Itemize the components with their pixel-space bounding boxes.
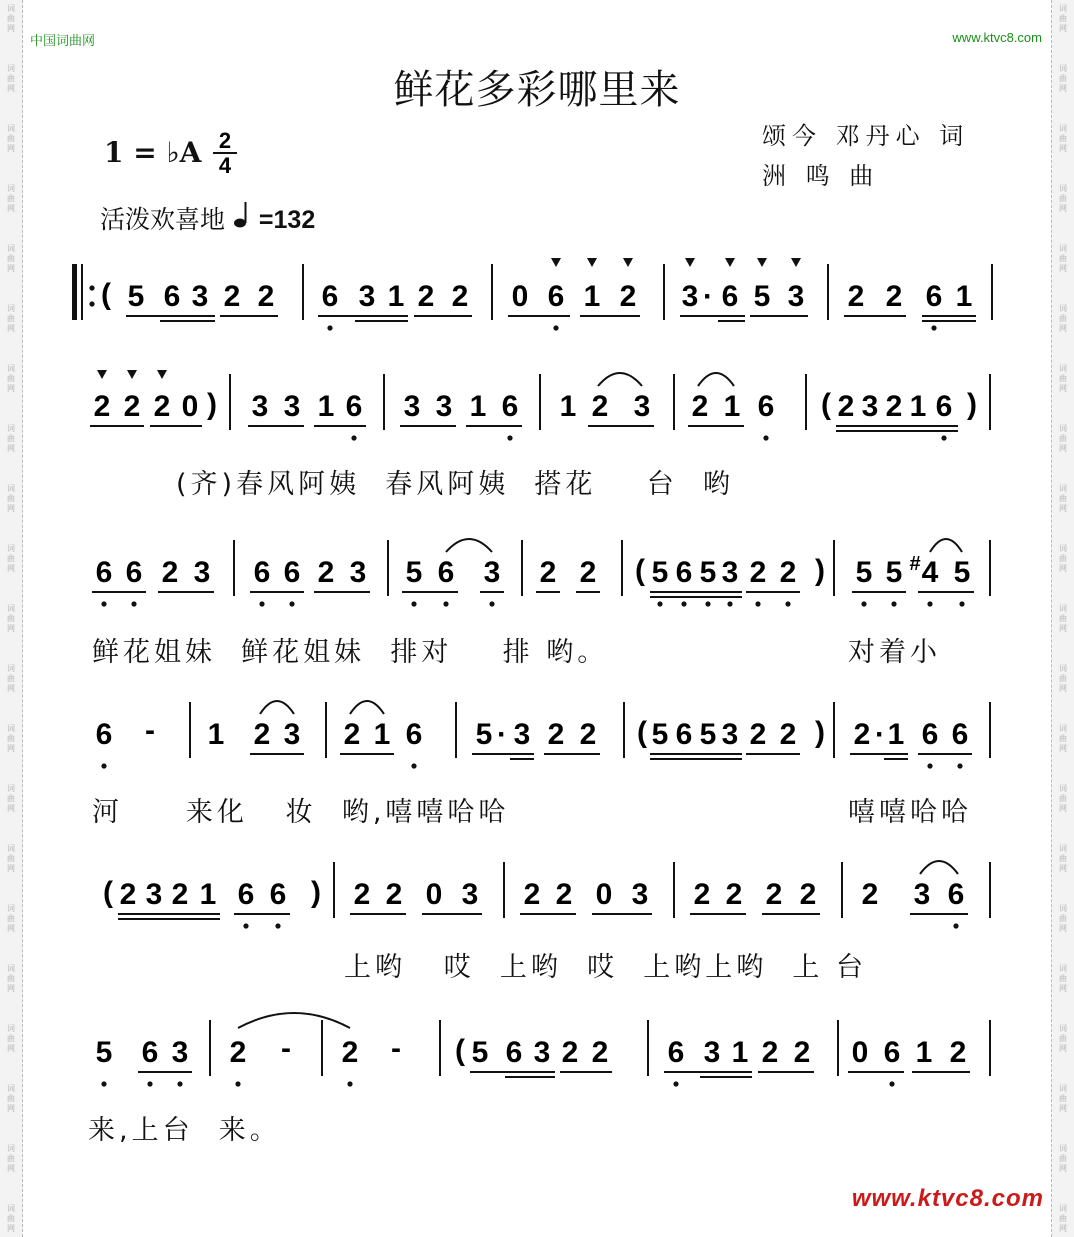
note: 3: [787, 280, 805, 313]
watermark-text: 词 曲 网: [1059, 844, 1067, 873]
watermark-text: 词 曲 网: [1059, 604, 1067, 633]
note: 1: [731, 1036, 749, 1069]
paren: (: [637, 716, 647, 749]
note: 2: [119, 878, 137, 911]
note: ·: [497, 718, 507, 751]
note: 5: [127, 280, 145, 313]
tie-arc: [260, 701, 294, 714]
watermark-text: 词 曲 网: [1059, 964, 1067, 993]
note: 2: [161, 556, 179, 589]
tie-arc: [930, 539, 962, 552]
note: 6: [925, 280, 943, 313]
watermark-text: 词 曲 网: [1059, 304, 1067, 333]
note: 2: [691, 390, 709, 423]
note: 3: [145, 878, 163, 911]
note: 2: [257, 280, 275, 313]
note: 1: [199, 878, 217, 911]
note: 2: [353, 878, 371, 911]
note: 6: [269, 878, 287, 911]
note: 2: [885, 390, 903, 423]
note: 1: [723, 390, 741, 423]
note: 3: [403, 390, 421, 423]
paren: (: [103, 876, 113, 909]
note: 2: [561, 1036, 579, 1069]
octave-dot: [147, 1081, 152, 1086]
note: 6: [95, 556, 113, 589]
note: 2: [223, 280, 241, 313]
tie-arc: [698, 373, 734, 386]
note: 3: [193, 556, 211, 589]
note: 2: [725, 878, 743, 911]
note: 5: [651, 556, 669, 589]
accent-mark: [127, 370, 137, 379]
octave-dot: [957, 763, 962, 768]
note: 2: [591, 1036, 609, 1069]
lyric-line-3b: 嘻嘻哈哈: [848, 797, 972, 828]
note: 1: [373, 718, 391, 751]
note: 3: [633, 390, 651, 423]
note: 3: [533, 1036, 551, 1069]
note: 3: [721, 556, 739, 589]
key-label: 1 = ♭A: [104, 136, 202, 169]
note: 0: [425, 878, 443, 911]
note: 1: [955, 280, 973, 313]
tie-arc: [350, 701, 384, 714]
note: 3: [251, 390, 269, 423]
note: 0: [181, 390, 199, 423]
octave-dot: [259, 601, 264, 606]
note: 2: [417, 280, 435, 313]
octave-dot: [89, 285, 94, 290]
note: 2: [779, 556, 797, 589]
note: 5: [95, 1036, 113, 1069]
octave-dot: [327, 325, 332, 330]
note: 2: [885, 280, 903, 313]
watermark-text: 词 曲 网: [7, 544, 15, 573]
watermark-text: 词 曲 网: [7, 784, 15, 813]
octave-dot: [861, 601, 866, 606]
accent-mark: [551, 258, 561, 267]
watermark-text: 词 曲 网: [1059, 184, 1067, 213]
paren: (: [455, 1034, 465, 1067]
lyric-line-1: (齐)春风阿姨 春风阿姨 搭花 台 哟: [176, 469, 734, 500]
note: 6: [253, 556, 271, 589]
paren: ): [207, 388, 217, 421]
watermark-text: 词 曲 网: [7, 4, 15, 33]
paren: ): [967, 388, 977, 421]
note: 3: [191, 280, 209, 313]
note: 0: [511, 280, 529, 313]
octave-dot: [275, 923, 280, 928]
watermark-text: 词 曲 网: [1059, 124, 1067, 153]
note: 5: [953, 556, 971, 589]
note: 6: [437, 556, 455, 589]
note: 6: [547, 280, 565, 313]
octave-dot: [959, 601, 964, 606]
octave-dot: [927, 601, 932, 606]
paren: ): [311, 876, 321, 909]
note: 2: [555, 878, 573, 911]
watermark-text: 词 曲 网: [7, 244, 15, 273]
tie-arc: [238, 1013, 350, 1028]
note: 3: [461, 878, 479, 911]
note: 3: [358, 280, 376, 313]
octave-dot: [889, 1081, 894, 1086]
note: 2: [847, 280, 865, 313]
note: 2: [619, 280, 637, 313]
lyric-line-2b: 对着小: [848, 637, 941, 668]
repeat-bar: [72, 264, 77, 320]
note: 0: [851, 1036, 869, 1069]
lyric-line-5: 来,上台 来。: [88, 1115, 281, 1146]
note: ·: [875, 718, 885, 751]
note: 6: [163, 280, 181, 313]
watermark-text: 词 曲 网: [7, 64, 15, 93]
site-url[interactable]: www.ktvc8.com: [952, 30, 1042, 45]
note: 5: [885, 556, 903, 589]
note: 6: [405, 718, 423, 751]
octave-dot: [411, 763, 416, 768]
watermark-text: 词 曲 网: [7, 304, 15, 333]
note: 3: [349, 556, 367, 589]
dash: -: [281, 1032, 291, 1065]
note: 3: [513, 718, 531, 751]
watermark-text: 词 曲 网: [7, 484, 15, 513]
note: 2: [861, 878, 879, 911]
note: 2: [853, 718, 871, 751]
watermark-text: 词 曲 网: [7, 964, 15, 993]
watermark-text: 词 曲 网: [7, 1204, 15, 1233]
octave-dot: [347, 1081, 352, 1086]
tempo-value: =132: [258, 206, 316, 234]
note: 2: [693, 878, 711, 911]
note: 1: [887, 718, 905, 751]
note: 1: [909, 390, 927, 423]
watermark-text: 词 曲 网: [7, 184, 15, 213]
note: 5: [753, 280, 771, 313]
octave-dot: [243, 923, 248, 928]
accent-mark: [157, 370, 167, 379]
watermark-text: 词 曲 网: [1059, 4, 1067, 33]
lyric-line-4: 上哟 哎 上哟 哎 上哟上哟 上 台: [344, 952, 867, 983]
watermark-text: 词 曲 网: [1059, 1204, 1067, 1233]
octave-dot: [177, 1081, 182, 1086]
note: 2: [579, 556, 597, 589]
watermark-text: 词 曲 网: [7, 604, 15, 633]
note: 2: [451, 280, 469, 313]
note: 6: [757, 390, 775, 423]
watermark-text: 词 曲 网: [7, 1084, 15, 1113]
note: 2: [123, 390, 141, 423]
watermark-text: 词 曲 网: [1059, 64, 1067, 93]
note: 5: [855, 556, 873, 589]
note: 2: [171, 878, 189, 911]
octave-dot: [673, 1081, 678, 1086]
octave-dot: [941, 435, 946, 440]
paren: ): [815, 716, 825, 749]
note: 6: [141, 1036, 159, 1069]
octave-dot: [101, 601, 106, 606]
note: 6: [345, 390, 363, 423]
note: 2: [749, 556, 767, 589]
octave-dot: [411, 601, 416, 606]
note: 6: [321, 280, 339, 313]
dash: -: [145, 714, 155, 747]
song-title: 鲜花多彩哪里来: [393, 67, 681, 113]
octave-dot: [101, 1081, 106, 1086]
watermark-text: 词 曲 网: [1059, 364, 1067, 393]
watermark-text: 词 曲 网: [1059, 544, 1067, 573]
octave-dot: [351, 435, 356, 440]
watermark-text: 词 曲 网: [7, 1144, 15, 1173]
note: 6: [667, 1036, 685, 1069]
note: 1: [915, 1036, 933, 1069]
note: 5: [699, 718, 717, 751]
note: 3: [631, 878, 649, 911]
accent-mark: [685, 258, 695, 267]
note: 0: [595, 878, 613, 911]
watermark-text: 词 曲 网: [1059, 1084, 1067, 1113]
octave-dot: [507, 435, 512, 440]
watermark-text: 词 曲 网: [7, 1024, 15, 1053]
watermark-text: 词 曲 网: [7, 424, 15, 453]
octave-dot: [891, 601, 896, 606]
octave-dot: [763, 435, 768, 440]
note: 2: [539, 556, 557, 589]
note: 1: [207, 718, 225, 751]
octave-dot: [727, 601, 732, 606]
note: 3: [721, 718, 739, 751]
note: 2: [93, 390, 111, 423]
note: 2: [341, 1036, 359, 1069]
tempo-text: 活泼欢喜地: [100, 205, 226, 234]
watermark-text: 词 曲 网: [7, 364, 15, 393]
meter-top: 2: [218, 128, 232, 153]
octave-dot: [89, 301, 94, 306]
note: 6: [883, 1036, 901, 1069]
octave-dot: [131, 601, 136, 606]
note: 2: [153, 390, 171, 423]
octave-dot: [755, 601, 760, 606]
sharp-sign: #: [909, 553, 921, 575]
paren: (: [635, 554, 645, 587]
note: 2: [779, 718, 797, 751]
note: 2: [343, 718, 361, 751]
watermark-text: 词 曲 网: [7, 904, 15, 933]
accent-mark: [757, 258, 767, 267]
accent-mark: [587, 258, 597, 267]
note: 3: [435, 390, 453, 423]
watermark-text: 词 曲 网: [7, 724, 15, 753]
octave-dot: [927, 763, 932, 768]
note: 6: [283, 556, 301, 589]
watermark-text: 词 曲 网: [1059, 244, 1067, 273]
watermark-text: 词 曲 网: [1059, 424, 1067, 453]
note: 2: [761, 1036, 779, 1069]
lyric-line-2: 鲜花姐妹 鲜花姐妹 排对 排 哟。: [92, 637, 609, 668]
note: 3: [171, 1036, 189, 1069]
note: 2: [949, 1036, 967, 1069]
note: 5: [471, 1036, 489, 1069]
lyricist-credit: 颂今 邓丹心 词: [762, 122, 970, 150]
octave-dot: [235, 1081, 240, 1086]
note: 6: [237, 878, 255, 911]
watermark-text: 词 曲 网: [7, 844, 15, 873]
octave-dot: [681, 601, 686, 606]
note: 2: [837, 390, 855, 423]
note: 2: [579, 718, 597, 751]
note: 2: [793, 1036, 811, 1069]
note: 6: [921, 718, 939, 751]
note: 1: [387, 280, 405, 313]
paren: (: [101, 278, 111, 311]
dash: -: [391, 1032, 401, 1065]
note: 6: [501, 390, 519, 423]
watermark-text: 词 曲 网: [1059, 784, 1067, 813]
octave-dot: [705, 601, 710, 606]
note: 2: [765, 878, 783, 911]
note: 2: [253, 718, 271, 751]
note: 3: [681, 280, 699, 313]
note: ·: [703, 280, 713, 313]
note: 2: [799, 878, 817, 911]
note: 2: [591, 390, 609, 423]
note: 6: [721, 280, 739, 313]
note: 6: [951, 718, 969, 751]
note: 3: [283, 390, 301, 423]
watermark-text: 词 曲 网: [1059, 1144, 1067, 1173]
tie-arc: [446, 539, 492, 552]
note: 5: [699, 556, 717, 589]
note: 2: [523, 878, 541, 911]
octave-dot: [953, 923, 958, 928]
note: 2: [229, 1036, 247, 1069]
octave-dot: [553, 325, 558, 330]
site-name-cn[interactable]: 中国词曲网: [30, 34, 96, 49]
note: 6: [935, 390, 953, 423]
note: 3: [861, 390, 879, 423]
octave-dot: [785, 601, 790, 606]
accent-mark: [97, 370, 107, 379]
note: 3: [703, 1036, 721, 1069]
note: 3: [283, 718, 301, 751]
note: 3: [913, 878, 931, 911]
watermark-text: 词 曲 网: [1059, 724, 1067, 753]
octave-dot: [289, 601, 294, 606]
lyric-line-3a: 河 来化 妆 哟,嘻嘻哈哈: [92, 797, 510, 828]
note: 1: [317, 390, 335, 423]
watermark-text: 词 曲 网: [7, 124, 15, 153]
note: 6: [947, 878, 965, 911]
note: 5: [405, 556, 423, 589]
meter-bottom: 4: [218, 153, 232, 176]
watermark-text: 词 曲 网: [1059, 1024, 1067, 1053]
octave-dot: [443, 601, 448, 606]
note: 6: [675, 718, 693, 751]
note: 6: [95, 718, 113, 751]
accent-mark: [791, 258, 801, 267]
note: 1: [469, 390, 487, 423]
note: 1: [583, 280, 601, 313]
note: 3: [483, 556, 501, 589]
footer-logo[interactable]: www.ktvc8.com: [851, 1185, 1044, 1212]
watermark-text: 词 曲 网: [1059, 484, 1067, 513]
tie-arc: [598, 373, 642, 386]
note: 5: [651, 718, 669, 751]
paren: (: [821, 388, 831, 421]
note: 6: [125, 556, 143, 589]
watermark-text: 词 曲 网: [1059, 904, 1067, 933]
octave-dot: [489, 601, 494, 606]
composer-credit: 洲 鸣 曲: [762, 162, 880, 190]
watermark-text: 词 曲 网: [7, 664, 15, 693]
accent-mark: [725, 258, 735, 267]
note: 2: [317, 556, 335, 589]
note: 5: [475, 718, 493, 751]
note: 2: [749, 718, 767, 751]
note: 6: [505, 1036, 523, 1069]
note: 2: [547, 718, 565, 751]
accent-mark: [623, 258, 633, 267]
octave-dot: [657, 601, 662, 606]
paren: ): [815, 554, 825, 587]
note: 2: [385, 878, 403, 911]
watermark-text: 词 曲 网: [1059, 664, 1067, 693]
note: 4: [921, 556, 939, 589]
note: 6: [675, 556, 693, 589]
octave-dot: [931, 325, 936, 330]
tie-arc: [920, 861, 958, 874]
note: 1: [559, 390, 577, 423]
octave-dot: [101, 763, 106, 768]
